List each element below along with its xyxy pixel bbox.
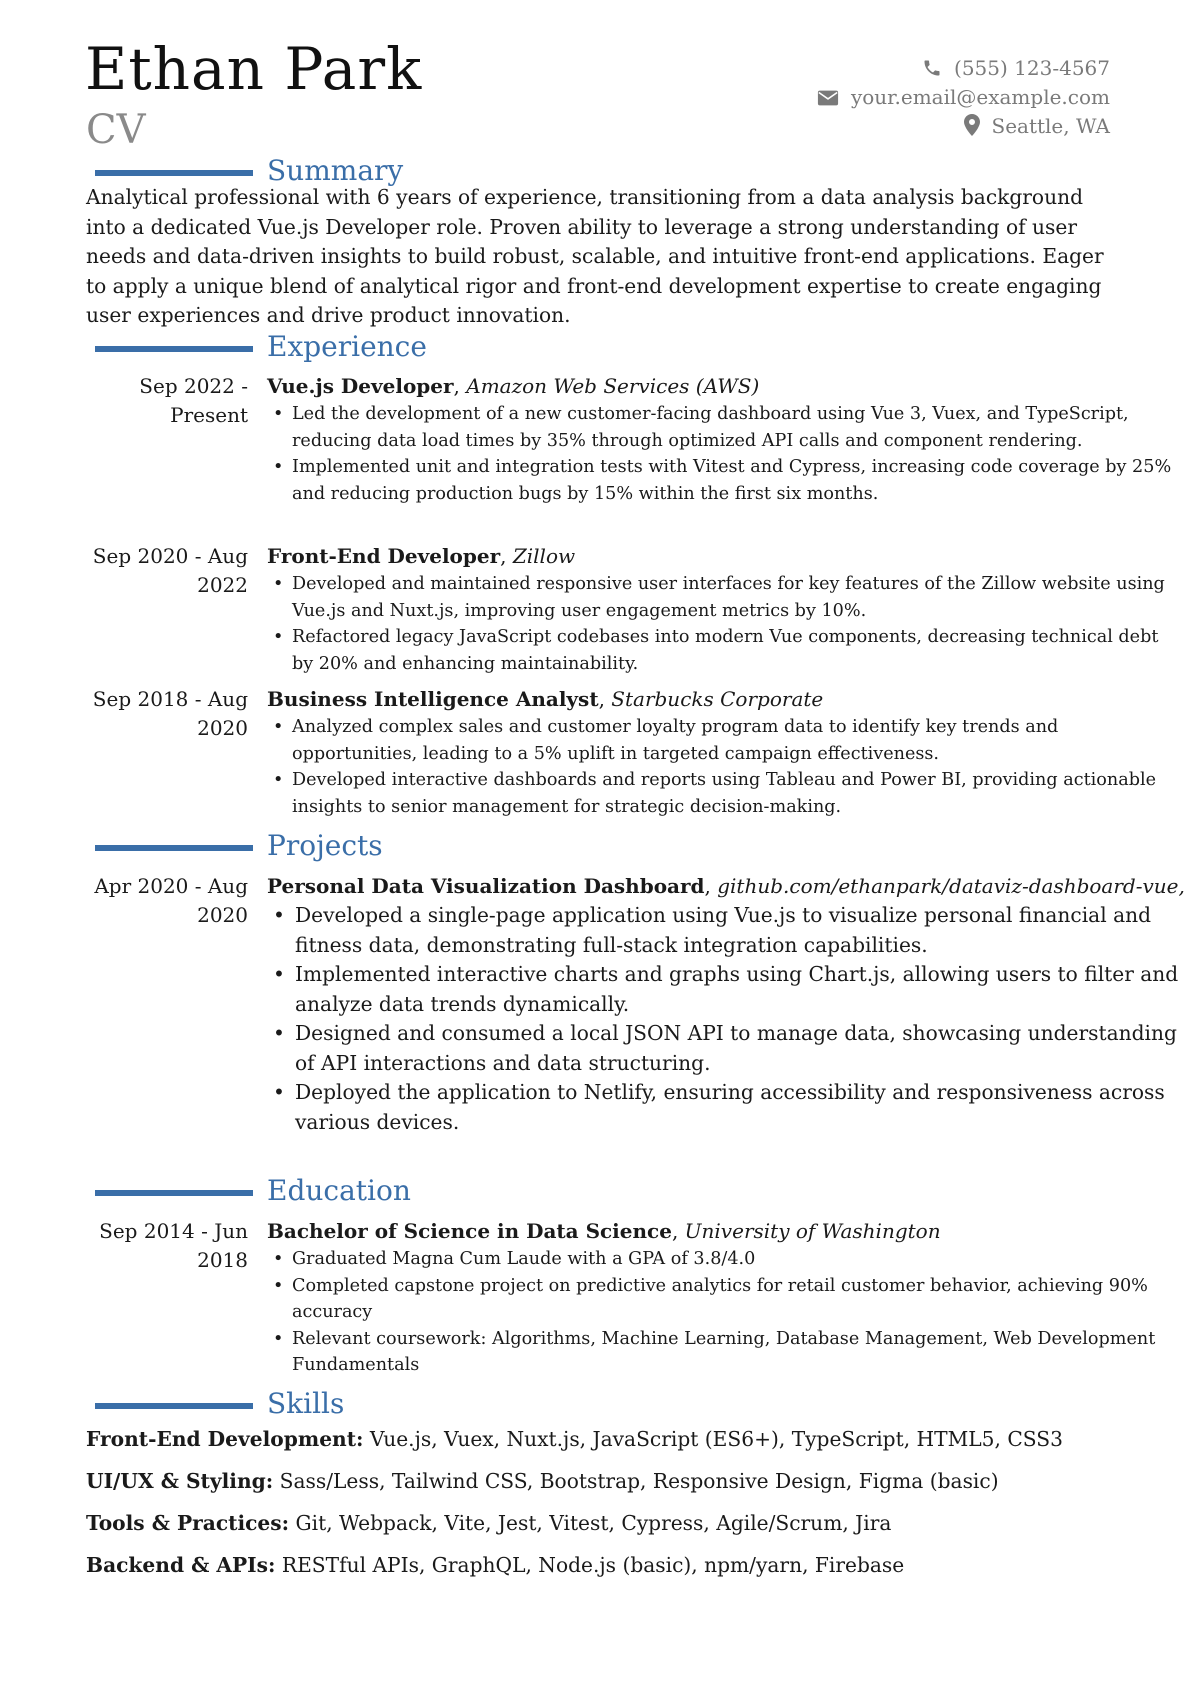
list-item: • Implemented interactive charts and graphs using Chart.js, allowing users to filter and analyze data trends dynamically. (267, 960, 1185, 1019)
contact-location (817, 112, 1110, 141)
entry-heading: Personal Data Visualization Dashboard, github.com/ethanpark/dataviz-dashboard-vue, (267, 874, 1185, 898)
entry-organization: Amazon Web Services (AWS) (466, 374, 760, 398)
skill-row (86, 1418, 1126, 1460)
skill-category: Backend & APIs: (86, 1553, 276, 1577)
entry-organization: Zillow (512, 544, 576, 568)
skill-values: Git, Webpack, Vite, Jest, Vitest, Cypress, Agile/Scrum, Jira (295, 1511, 892, 1535)
section-title: Skills (267, 1387, 345, 1420)
list-item: • Developed a single-page application using Vue.js to visualize personal financial and fitness data, demonstrating full-stack integration capabilities. (267, 901, 1185, 960)
entry-body (267, 1217, 1185, 1379)
list-item: • Implemented unit and integration tests with Vitest and Cypress, increasing code coverage by 25% and reducing production bugs by 15% within the first six months. (267, 454, 1185, 507)
list-item: • Led the development of a new customer-facing dashboard using Vue 3, Vuex, and TypeScript, reducing data load times by 35% through optimized API calls and component rendering. (267, 401, 1185, 454)
contact-phone (817, 54, 1110, 83)
skill-row (86, 1544, 1126, 1586)
email-icon (817, 89, 839, 107)
entry-bullets (267, 571, 1185, 677)
entry-role: Vue.js Developer (267, 374, 454, 398)
list-item: • Deployed the application to Netlify, ensuring accessibility and responsiveness across various devices. (267, 1078, 1185, 1137)
entry-date: Sep 2014 - Jun 2018 (99, 1219, 248, 1272)
list-item: • Completed capstone project on predictive analytics for retail customer behavior, achieving 90% accuracy (267, 1273, 1185, 1326)
entry-heading: Vue.js Developer, Amazon Web Services (AWS) (267, 374, 760, 398)
entry-bullets (267, 1246, 1185, 1379)
entry-organization: Starbucks Corporate (611, 687, 824, 711)
section-title: Experience (267, 330, 427, 363)
skills-list (86, 1418, 1126, 1586)
skill-values: Vue.js, Vuex, Nuxt.js, JavaScript (ES6+), TypeScript, HTML5, CSS3 (369, 1427, 1063, 1451)
list-item: • Designed and consumed a local JSON API to manage data, showcasing understanding of API interactions and data structuring. (267, 1019, 1185, 1078)
contact-email (817, 83, 1110, 112)
list-item: • Developed and maintained responsive user interfaces for key features of the Zillow website using Vue.js and Nuxt.js, improving user engagement metrics by 10%. (267, 571, 1185, 624)
entry-heading: Business Intelligence Analyst, Starbucks Corporate (267, 687, 824, 711)
phone-text[interactable]: (555) 123-4567 (954, 56, 1110, 80)
section-title: Education (267, 1174, 411, 1207)
email-text[interactable]: your.email@example.com (850, 85, 1110, 109)
list-item: • Analyzed complex sales and customer loyalty program data to identify key trends and opportunities, leading to a 5% uplift in targeted campaign effectiveness. (267, 714, 1185, 767)
summary-text: Analytical professional with 6 years of experience, transitioning from a data analysis background into a dedicated Vue.js Developer role. Proven ability to leverage a strong understanding of user needs and data-driven insights to build robust, scalable, and intuitive front-end applications. Eager to apply a unique blend of analytical rigor and front-end development expertise to create engaging user experiences and drive product innovation. (86, 185, 1104, 328)
section-accent-bar (95, 845, 253, 851)
entry-date: Sep 2018 - Aug 2020 (92, 687, 248, 740)
contact-block (817, 54, 1110, 141)
location-pin-icon (964, 114, 980, 136)
section-accent-bar (95, 1190, 253, 1196)
entry-body (267, 685, 1185, 820)
entry-body (267, 372, 1185, 507)
entry-role: Business Intelligence Analyst (267, 687, 599, 711)
entry-date: Sep 2022 - Present (139, 374, 248, 427)
skill-category: Front-End Development: (86, 1427, 364, 1451)
list-item: • Relevant coursework: Algorithms, Machine Learning, Database Management, Web Development Fundamentals (267, 1326, 1185, 1379)
skill-row (86, 1460, 1126, 1502)
project-link[interactable]: github.com/ethanpark/dataviz-dashboard-vue, (717, 874, 1185, 898)
list-item: • Graduated Magna Cum Laude with a GPA of 3.8/4.0 (267, 1246, 1185, 1273)
phone-icon (922, 58, 942, 78)
entry-body (267, 542, 1185, 677)
entry-bullets (267, 401, 1185, 507)
entry-body (267, 872, 1185, 1137)
section-accent-bar (95, 170, 253, 176)
candidate-name: Ethan Park (85, 35, 423, 103)
entry-heading: Front-End Developer, Zillow (267, 544, 576, 568)
section-title: Summary (267, 154, 404, 187)
list-item: • Developed interactive dashboards and reports using Tableau and Power BI, providing actionable insights to senior management for strategic decision-making. (267, 767, 1185, 820)
section-title: Projects (267, 829, 383, 862)
entry-bullets (267, 901, 1185, 1137)
skill-category: Tools & Practices: (86, 1511, 290, 1535)
list-item: • Refactored legacy JavaScript codebases into modern Vue components, decreasing technical debt by 20% and enhancing maintainability. (267, 624, 1185, 677)
document-label: CV (86, 107, 146, 153)
entry-date: Sep 2020 - Aug 2022 (92, 544, 248, 597)
location-text: Seattle, WA (991, 114, 1110, 138)
section-accent-bar (95, 346, 253, 352)
project-title: Personal Data Visualization Dashboard (267, 874, 705, 898)
entry-heading: Bachelor of Science in Data Science, University of Washington (267, 1219, 941, 1243)
entry-role: Front-End Developer (267, 544, 501, 568)
entry-date: Apr 2020 - Aug 2020 (94, 874, 248, 927)
section-accent-bar (95, 1403, 253, 1409)
degree-title: Bachelor of Science in Data Science (267, 1219, 672, 1243)
skill-category: UI/UX & Styling: (86, 1469, 274, 1493)
entry-bullets (267, 714, 1185, 820)
school-name: University of Washington (684, 1219, 941, 1243)
skill-values: Sass/Less, Tailwind CSS, Bootstrap, Responsive Design, Figma (basic) (279, 1469, 999, 1493)
skill-row (86, 1502, 1126, 1544)
skill-values: RESTful APIs, GraphQL, Node.js (basic), npm/yarn, Firebase (281, 1553, 905, 1577)
